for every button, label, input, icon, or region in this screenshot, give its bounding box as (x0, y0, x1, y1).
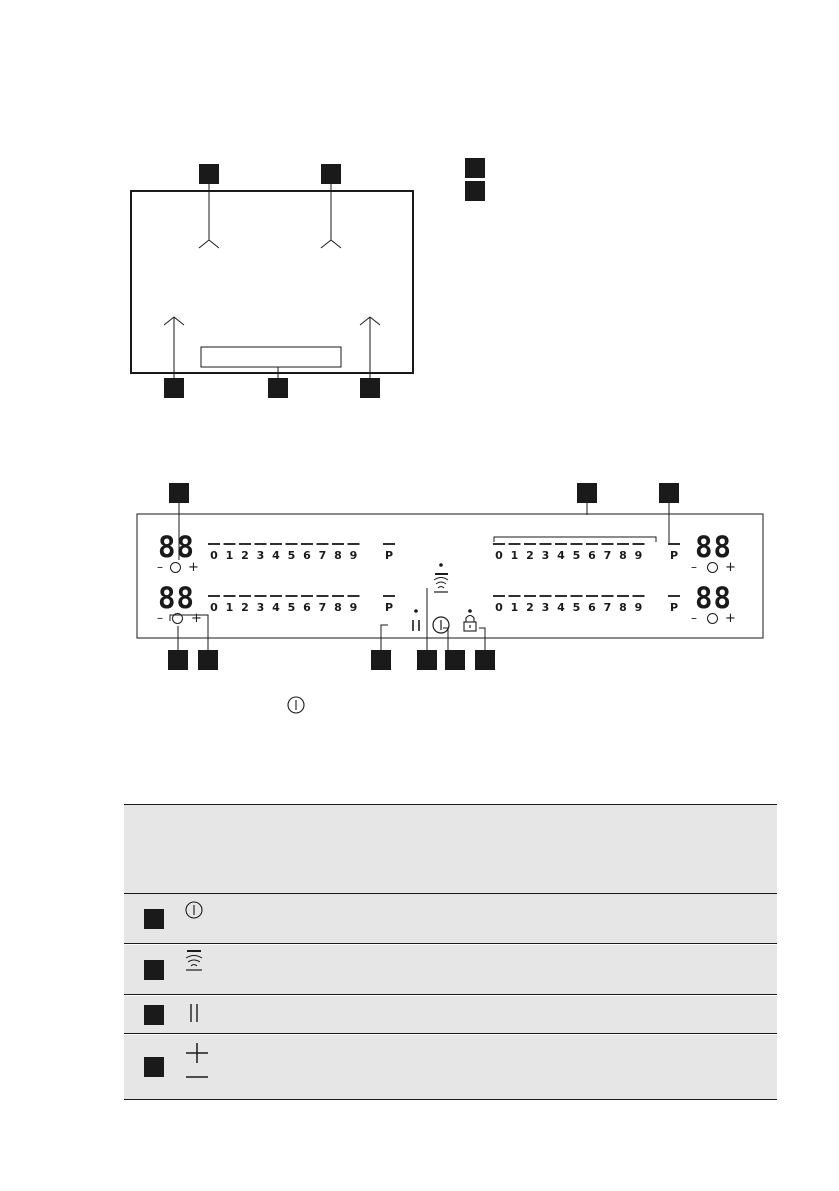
hob-hood-icon[interactable] (434, 563, 448, 592)
power-level-label: 8 (619, 549, 627, 562)
power-level-label: 1 (510, 601, 519, 614)
plus-minus-icon (184, 1043, 210, 1083)
timer-icon (707, 613, 718, 624)
row-marker (144, 1005, 164, 1025)
power-level-label: 3 (541, 601, 550, 614)
power-level-label: 5 (572, 549, 581, 562)
callout-marker (445, 650, 465, 670)
power-level-label: 8 (334, 601, 342, 614)
power-level-label: 0 (210, 601, 218, 614)
callout-marker (577, 483, 597, 503)
power-level-label: 6 (588, 549, 596, 562)
callout-marker (268, 378, 288, 398)
row-marker (144, 909, 164, 929)
timer-plus-button[interactable]: + (191, 611, 202, 626)
pause-icon[interactable] (413, 609, 419, 631)
timer-minus-button[interactable]: – (691, 611, 697, 625)
on-off-icon (184, 900, 204, 920)
timer-plus-button[interactable]: + (725, 611, 736, 626)
power-level-label: 9 (634, 549, 643, 562)
callout-marker (198, 650, 218, 670)
power-boost-label: P (669, 601, 679, 614)
callout-marker (321, 164, 341, 184)
callout-marker (360, 378, 380, 398)
power-level-label: 7 (318, 601, 327, 614)
zone-display-bottom-left: 88 (158, 581, 195, 615)
power-level-label: 0 (495, 549, 503, 562)
power-level-label: 4 (272, 549, 280, 562)
table-row (124, 945, 777, 995)
pause-icon (184, 1002, 204, 1024)
power-level-label: 9 (634, 601, 643, 614)
power-level-label: 8 (334, 549, 342, 562)
zone-display-top-right: 88 (695, 530, 732, 564)
callout-marker (659, 483, 679, 503)
zone-display-bottom-right: 88 (695, 581, 732, 615)
power-level-label: 4 (557, 601, 565, 614)
callout-marker (417, 650, 437, 670)
power-level-label: 0 (495, 601, 503, 614)
legend-marker (465, 181, 485, 201)
power-level-label: 1 (225, 549, 234, 562)
sensor-field-table (124, 804, 777, 1100)
legend-marker (465, 158, 485, 178)
row-marker (144, 1057, 164, 1077)
power-level-label: 5 (287, 601, 296, 614)
on-off-icon (287, 696, 305, 714)
timer-minus-button[interactable]: – (157, 611, 163, 625)
power-level-label: 2 (526, 549, 534, 562)
power-level-label: 4 (557, 549, 565, 562)
on-off-icon[interactable] (433, 617, 449, 633)
hob-outline-drawing (120, 160, 440, 410)
callout-marker (371, 650, 391, 670)
power-level-label: 7 (603, 549, 612, 562)
timer-icon (707, 562, 718, 573)
power-boost-label: P (384, 601, 394, 614)
power-level-label: 1 (510, 549, 519, 562)
power-level-label: 5 (572, 601, 581, 614)
row-marker (144, 960, 164, 980)
power-level-label: 9 (349, 549, 358, 562)
power-level-label: 0 (210, 549, 218, 562)
power-level-label: 6 (303, 601, 311, 614)
power-level-label: 2 (526, 601, 534, 614)
callout-marker (475, 650, 495, 670)
power-level-label: 3 (256, 549, 265, 562)
control-panel-diagram (130, 480, 780, 670)
power-level-label: 2 (241, 601, 249, 614)
cooking-surface-layout (120, 160, 440, 410)
callout-marker (169, 483, 189, 503)
timer-minus-button[interactable]: – (691, 560, 697, 574)
table-row (124, 996, 777, 1034)
timer-icon (170, 562, 181, 573)
timer-icon (172, 613, 183, 624)
power-level-label: 9 (349, 601, 358, 614)
power-level-label: 3 (256, 601, 265, 614)
power-level-label: 5 (287, 549, 296, 562)
table-header (124, 804, 777, 894)
table-row (124, 1035, 777, 1100)
timer-plus-button[interactable]: + (725, 560, 736, 575)
power-boost-label: P (384, 549, 394, 562)
timer-plus-button[interactable]: + (188, 560, 199, 575)
power-level-label: 2 (241, 549, 249, 562)
power-level-label: 1 (225, 601, 234, 614)
power-level-label: 4 (272, 601, 280, 614)
power-level-label: 8 (619, 601, 627, 614)
lock-icon[interactable] (464, 609, 476, 631)
hob-hood-icon (184, 949, 204, 973)
callout-marker (168, 650, 188, 670)
power-level-label: 3 (541, 549, 550, 562)
power-level-label: 6 (303, 549, 311, 562)
control-panel-drawing (130, 480, 780, 670)
power-level-label: 7 (603, 601, 612, 614)
table-row (124, 894, 777, 944)
power-level-label: 6 (588, 601, 596, 614)
power-level-label: 7 (318, 549, 327, 562)
callout-marker (199, 164, 219, 184)
zone-display-top-left: 88 (158, 530, 195, 564)
callout-marker (164, 378, 184, 398)
timer-minus-button[interactable]: – (157, 560, 163, 574)
power-boost-label: P (669, 549, 679, 562)
